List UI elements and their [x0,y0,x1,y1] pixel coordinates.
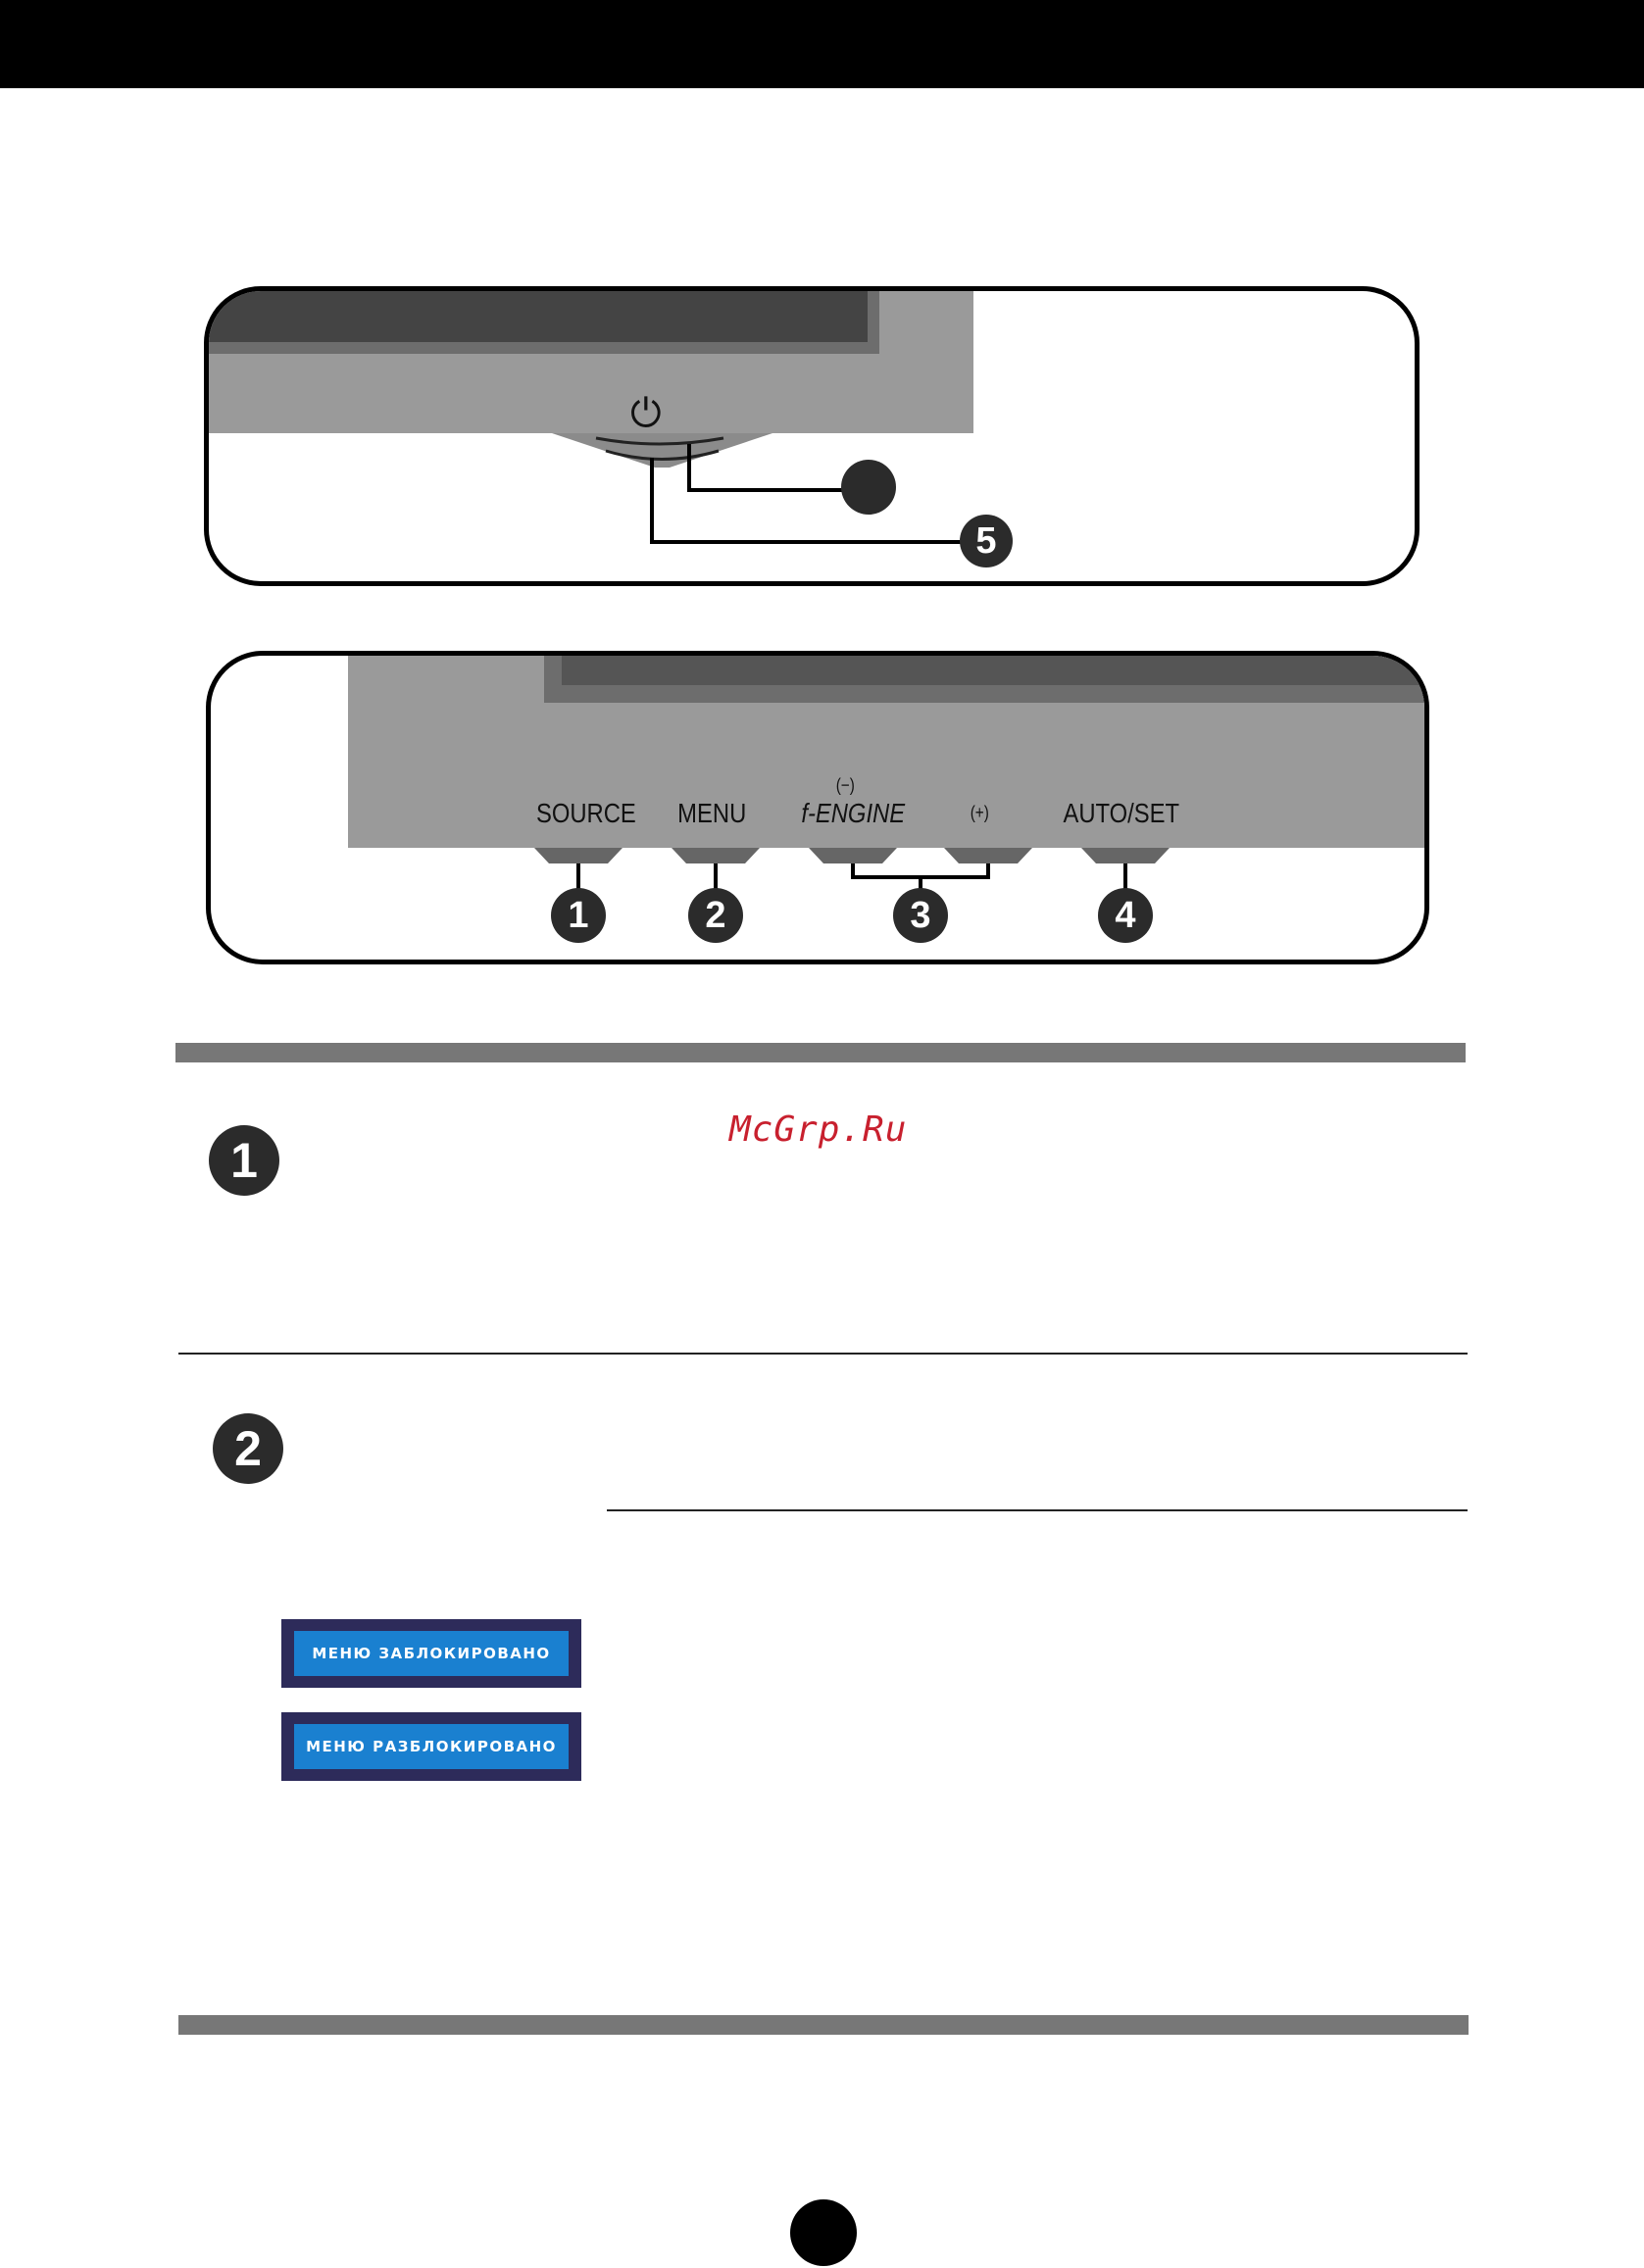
section-divider-1 [178,1353,1468,1355]
callout-number-2: 2 [688,888,743,943]
callout-number-1: 1 [551,888,606,943]
menu-locked-osd [281,1619,581,1688]
minus-label: (−) [835,775,855,795]
f-engine-button-label[interactable]: f-ENGINE [801,798,906,828]
menu-unlocked-osd [281,1712,581,1781]
watermark-text: McGrp.Ru [729,1109,908,1150]
source-button-label[interactable]: SOURCE [535,798,636,828]
section-2-subdivider [607,1509,1468,1511]
front-power-panel [204,286,1420,586]
menu-locked-text: МЕНЮ ЗАБЛОКИРОВАНО [294,1631,569,1676]
section-2-number: 2 [213,1413,283,1484]
front-bezel-illustration [209,291,1415,581]
menu-unlocked-text: МЕНЮ РАЗБЛОКИРОВАНО [294,1724,569,1769]
callout-number-4: 4 [1098,888,1153,943]
callout-number-3: 3 [893,888,948,943]
power-led-callout-circle [841,460,896,515]
bottom-buttons-panel [206,651,1429,964]
menu-button-label[interactable]: MENU [677,798,747,828]
callout-number-5: 5 [960,515,1013,567]
section-1-number: 1 [209,1125,279,1196]
section-top-bar [175,1043,1466,1062]
section-bottom-bar [178,2015,1469,2035]
plus-button-label[interactable]: (+) [970,803,989,822]
page-number-circle [790,2199,857,2266]
power-icon[interactable]: ⏻ [630,391,662,436]
top-black-bar [0,0,1644,88]
auto-set-button-label[interactable]: AUTO/SET [1063,798,1180,828]
